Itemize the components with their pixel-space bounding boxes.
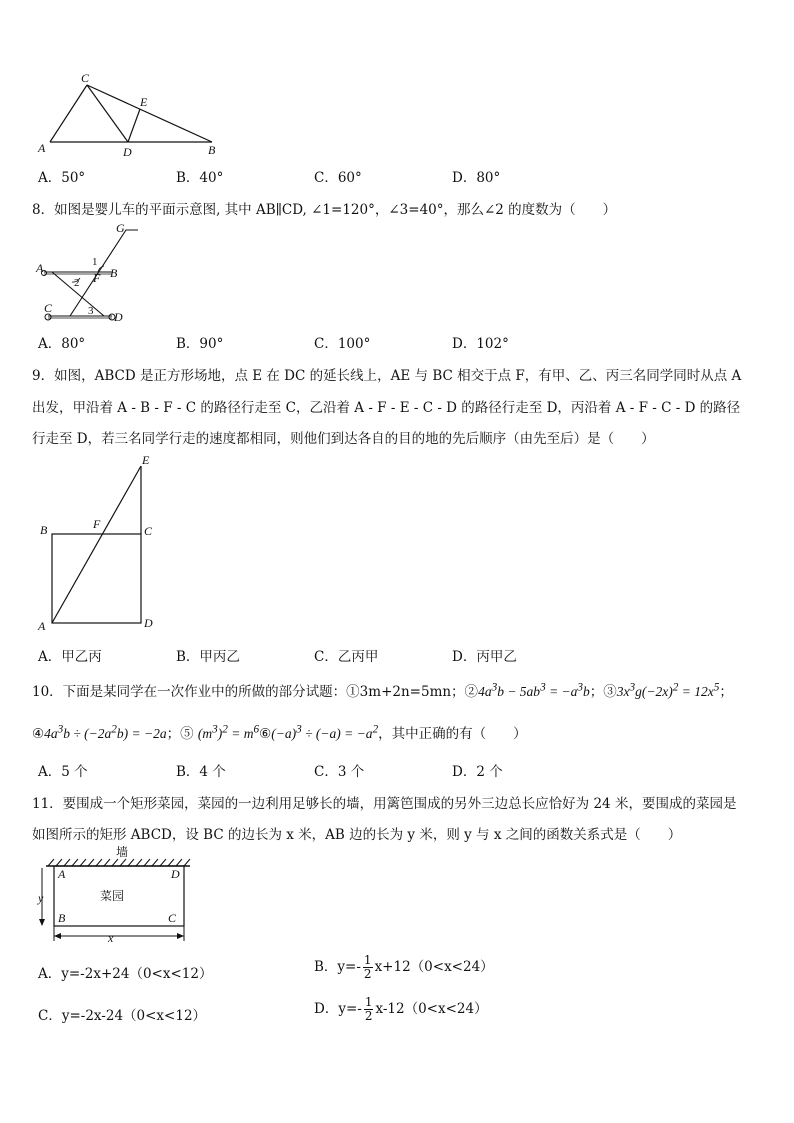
q10-line-2 — [32, 722, 527, 742]
q10-tail: ，其中正确的有（ ） — [378, 726, 527, 742]
q9-stem-line-2: 出发，甲沿着 A - B - F - C 的路径行走至 C，乙沿着 A - F - E - C - D 的路径行走至 D，丙沿着 A - F - C - D 的路径 — [32, 400, 741, 416]
q11-option-d-suffix: x-12（0<x<24） — [375, 1001, 488, 1017]
label-B: B — [208, 143, 216, 157]
q7-triangle-figure — [30, 70, 230, 162]
q7-option-b[interactable]: B．40° — [176, 170, 224, 186]
label-2: 2 — [74, 277, 80, 289]
q11-option-b-fraction: $\frac{1}{2}$ — [363, 953, 372, 981]
q9-option-a[interactable]: A．甲乙丙 — [38, 649, 102, 665]
q10-circle-6: ⑥ — [259, 726, 272, 742]
q10-eq-4: $4a^3b \div (-2a^2b) = -2a$ — [44, 723, 167, 741]
label-3: 3 — [88, 305, 94, 317]
q9-option-c[interactable]: C．乙丙甲 — [314, 649, 379, 665]
q9-stem-line-1: 9．如图，ABCD 是正方形场地，点 E 在 DC 的延长线上，AE 与 BC 相交于点 F，有甲、乙、丙三名同学同时从点 A — [32, 368, 742, 384]
q8-option-a[interactable]: A．80° — [38, 336, 86, 352]
q7-option-d[interactable]: D．80° — [452, 170, 501, 186]
q8-option-d[interactable]: D．102° — [452, 336, 509, 352]
label-A: A — [38, 619, 46, 633]
label-D: D — [171, 867, 180, 881]
q8-option-b[interactable]: B．90° — [176, 336, 224, 352]
q10-eq-5: $(m^3)^2 = m^6$ — [197, 723, 260, 741]
q10-eq-3: $3x^3g(-2x)^2 = 12x^5$ — [616, 681, 720, 699]
label-B: B — [40, 523, 48, 537]
label-D: D — [123, 145, 132, 159]
label-F: F — [93, 517, 101, 531]
label-F: F — [93, 271, 101, 285]
label-C: C — [144, 524, 153, 538]
label-A: A — [38, 141, 46, 155]
q8-stem: 8．如图是婴儿车的平面示意图, 其中 AB∥CD, ∠1=120°，∠3=40°，那么∠2 的度数为（ ） — [32, 202, 617, 218]
q10-circle-4: ④ — [32, 726, 45, 742]
q8-option-c[interactable]: C．100° — [314, 336, 371, 352]
q11-option-b-prefix: B．y=- — [314, 959, 361, 975]
q10-circle-5: ；⑤ — [166, 726, 198, 742]
label-x: x — [108, 931, 114, 945]
label-1: 1 — [92, 256, 98, 268]
label-wall: 墙 — [116, 846, 129, 859]
q11-option-d-prefix: D．y=- — [314, 1001, 362, 1017]
q11-option-d-fraction: $\frac{1}{2}$ — [364, 995, 373, 1023]
q11-option-b[interactable] — [314, 954, 494, 981]
q11-garden-figure — [30, 846, 200, 946]
q11-option-d[interactable] — [314, 996, 488, 1023]
q10-option-d[interactable]: D．2 个 — [452, 764, 503, 780]
label-A: A — [36, 261, 44, 275]
label-C: C — [81, 71, 90, 85]
label-C: C — [168, 911, 177, 925]
label-D: D — [114, 310, 123, 324]
label-y: y — [38, 891, 44, 905]
q10-eq-6: $(-a)^3 \div (-a) = -a^2$ — [271, 723, 379, 741]
q10-sep2: ； — [719, 684, 733, 700]
q9-square-figure — [30, 450, 170, 640]
label-G: G — [116, 221, 125, 235]
q10-option-a[interactable]: A．5 个 — [38, 764, 88, 780]
label-D: D — [144, 616, 153, 630]
label-E: E — [142, 453, 150, 467]
q10-line-1 — [32, 680, 733, 700]
q10-intro: 10．下面是某同学在一次作业中的所做的部分试题：①3m+2n=5mn；② — [32, 684, 479, 700]
q7-option-c[interactable]: C．60° — [314, 170, 362, 186]
q11-option-a[interactable]: A．y=-2x+24（0<x<12） — [38, 966, 213, 982]
q9-option-d[interactable]: D．丙甲乙 — [452, 649, 517, 665]
label-C: C — [44, 301, 53, 315]
q11-stem-line-1: 11．要围成一个矩形菜园，菜园的一边利用足够长的墙，用篱笆围成的另外三边总长应恰好为 24 米，要围成的菜园是 — [32, 796, 737, 812]
label-B: B — [58, 911, 66, 925]
q10-option-b[interactable]: B．4 个 — [176, 764, 226, 780]
label-garden: 菜园 — [100, 889, 125, 903]
label-E: E — [140, 95, 148, 109]
q10-option-c[interactable]: C．3 个 — [314, 764, 365, 780]
q9-option-b[interactable]: B．甲丙乙 — [176, 649, 240, 665]
q9-stem-line-3: 行走至 D，若三名同学行走的速度都相同，则他们到达各自的目的地的先后顺序（由先至后）是（ ） — [32, 431, 655, 447]
q8-stroller-figure — [30, 220, 150, 330]
q10-eq-2: $4a^3b - 5ab^3 = -a^3b$ — [478, 681, 590, 699]
q11-option-c[interactable]: C．y=-2x-24（0<x<12） — [38, 1008, 207, 1024]
q11-option-b-suffix: x+12（0<x<24） — [374, 959, 494, 975]
label-B: B — [110, 266, 118, 280]
label-A: A — [58, 867, 66, 881]
q11-stem-line-2: 如图所示的矩形 ABCD，设 BC 的边长为 x 米，AB 边的长为 y 米，则 y 与 x 之间的函数关系式是（ ） — [32, 827, 682, 843]
q7-option-a[interactable]: A．50° — [38, 170, 86, 186]
q10-sep: ；③ — [589, 684, 617, 700]
